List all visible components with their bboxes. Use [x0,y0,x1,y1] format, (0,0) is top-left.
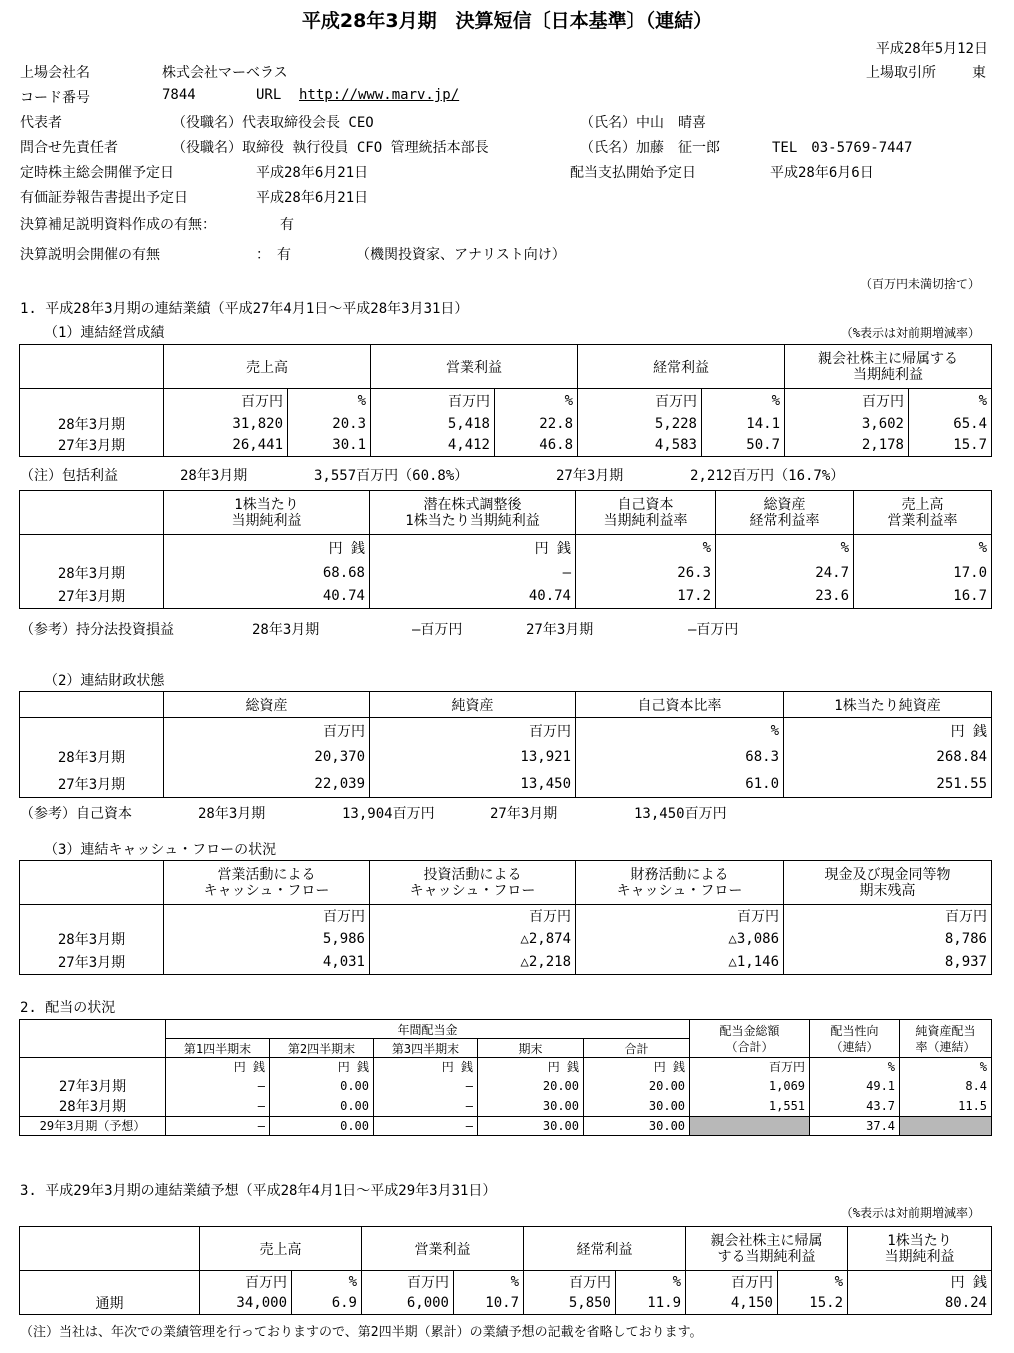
comp-note-value2: 2,212百万円（16.7%） [690,468,845,484]
row-label: 27年3月期 [20,435,164,457]
col-q2: 第2四半期末 [270,1039,374,1058]
unit-cell: % [454,1271,524,1293]
col-year-end: 期末 [478,1039,584,1058]
financial-position-table [19,691,992,798]
col-total-dividend-l2: （合計） [725,1039,774,1054]
cell: 30.00 [584,1096,690,1117]
contact-name: （氏名）加藤 征一郎 [580,140,720,156]
cell: 11.5 [900,1096,992,1117]
col-op-margin-l2: 営業利益率 [887,512,958,529]
brief-label: 決算説明会開催の有無 [20,247,160,263]
unit-cell: 百万円 [370,718,576,744]
row-label: 27年3月期 [20,951,164,975]
col-roe-l2: 当期純利益率 [603,512,688,529]
cell: △3,086 [576,927,784,951]
cell: 20.00 [478,1076,584,1096]
cell: 4,583 [578,435,702,457]
rep-role: （役職名）代表取締役会長 CEO [172,115,374,131]
cell: 16.7 [854,585,992,609]
url-label: URL [256,87,282,103]
operating-results-table [19,344,992,457]
col-doe [900,1020,992,1058]
cell: 8,937 [784,951,992,975]
equity-ref-period2: 27年3月期 [490,806,558,822]
unit-cell: 円 銭 [584,1058,690,1076]
supp-label: 決算補足説明資料作成の有無： [20,217,216,233]
unit-cell: 円 銭 [784,718,992,744]
cell: 43.7 [810,1096,900,1117]
cell: 6.9 [292,1293,362,1315]
col-roa-l1: 総資産 [763,496,806,513]
equity-ref-period1: 28年3月期 [198,806,266,822]
rounding-note: （百万円未満切捨て） [859,277,980,291]
cell: 20.00 [584,1076,690,1096]
cell: 37.4 [810,1116,900,1135]
col-diluted-eps [370,491,576,535]
comp-note-value1: 3,557百万円（60.8%） [314,468,469,484]
table-row [20,927,992,951]
unit-cell: 円 銭 [848,1271,992,1293]
cell: 6,000 [362,1293,454,1315]
corner-cell [20,345,164,389]
equity-ref-value2: 13,450百万円 [634,806,727,822]
unit-cell: % [292,1271,362,1293]
cell-blank [900,1116,992,1135]
dividend-date: 平成28年6月6日 [770,165,874,181]
cell: △1,146 [576,951,784,975]
col-roe [576,491,716,535]
unit-cell: % [810,1058,900,1076]
cell: 1,069 [690,1076,810,1096]
per-share-table [19,490,992,609]
cell: 50.7 [702,435,785,457]
col-net-income-l1: 親会社株主に帰属する [818,350,958,367]
label-cell [20,1058,166,1076]
cell: 15.2 [778,1293,848,1315]
table-row [20,744,992,771]
cell: 13,921 [370,744,576,771]
col-net-income [785,345,992,389]
cell: — [370,561,576,585]
col-cash-end [784,861,992,905]
row-label: 28年3月期 [20,413,164,435]
cell: 26,441 [164,435,288,457]
cell: — [166,1116,270,1135]
cell: 20,370 [164,744,370,771]
col-doe-l1: 純資産配当 [915,1023,976,1038]
col-total-assets: 総資産 [164,692,370,718]
corner-cell [20,491,164,535]
section4-title: 2. 配当の状況 [20,1000,116,1016]
row-label: 27年3月期 [20,585,164,609]
col-payout-ratio-l2: （連結） [830,1039,879,1054]
unit-cell: 円 銭 [370,535,576,561]
table-row [20,951,992,975]
row-label: 27年3月期 [20,1076,166,1096]
cell: 46.8 [495,435,578,457]
unit-cell: % [495,389,578,413]
col-ordinary-income: 経常利益 [524,1227,686,1271]
col-operating-cf-l2: キャッシュ・フロー [203,882,330,899]
section1-sub: （1）連結経営成績 [44,325,165,341]
unit-cell: 百万円 [785,389,909,413]
col-net-income-l2: する当期純利益 [717,1248,816,1265]
cell: 80.24 [848,1293,992,1315]
cell: 11.9 [616,1293,686,1315]
meeting-date: 平成28年6月21日 [256,165,369,181]
section1-note: （%表示は対前期増減率） [840,326,980,340]
col-eps-l1: 1株当たり [234,496,299,513]
cell: — [374,1096,478,1117]
cell: 10.7 [454,1293,524,1315]
col-payout-ratio [810,1020,900,1058]
col-op-margin-l1: 売上高 [901,496,944,513]
col-doe-l2: 率（連結） [915,1039,976,1054]
col-total: 合計 [584,1039,690,1058]
col-eps-l2: 当期純利益 [231,512,302,529]
col-operating-cf [164,861,370,905]
col-net-income-l1: 親会社株主に帰属 [710,1232,823,1249]
unit-cell: 百万円 [200,1271,292,1293]
url-link[interactable]: http://www.marv.jp/ [299,87,460,103]
unit-cell: 百万円 [164,389,288,413]
corner-cell [20,861,164,905]
equity-note-period2: 27年3月期 [526,622,594,638]
rep-label: 代表者 [20,115,62,131]
col-roe-l1: 自己資本 [617,496,674,513]
unit-cell: % [576,535,716,561]
unit-cell: 百万円 [690,1058,810,1076]
cell: 30.00 [478,1116,584,1135]
cell: 40.74 [164,585,370,609]
col-cash-end-l1: 現金及び現金同等物 [824,866,951,883]
col-financing-cf [576,861,784,905]
section5-note: （%表示は対前期増減率） [840,1206,980,1220]
cell: 49.1 [810,1076,900,1096]
forecast-footnote: （注）当社は、年次での業績管理を行っておりますので、第2四半期（累計）の業績予想の記載を省略しております。 [20,1325,703,1340]
cell: 22.8 [495,413,578,435]
cell: 15.7 [909,435,992,457]
equity-note-value2: —百万円 [688,622,739,638]
cell: 68.68 [164,561,370,585]
cell: 8,786 [784,927,992,951]
cell: 3,602 [785,413,909,435]
col-eps-l1: 1株当たり [887,1232,952,1249]
comp-note-period1: 28年3月期 [180,468,248,484]
table-row [20,1076,992,1096]
col-total-dividend [690,1020,810,1058]
cell: 8.4 [900,1076,992,1096]
col-financing-cf-l2: キャッシュ・フロー [616,882,743,899]
section2-sub: （2）連結財政状態 [44,673,165,689]
col-diluted-eps-l2: 1株当たり当期純利益 [405,512,540,529]
cell: △2,218 [370,951,576,975]
row-label: 28年3月期 [20,561,164,585]
contact-label: 問合せ先責任者 [20,140,118,156]
dividend-label: 配当支払開始予定日 [570,165,696,181]
table-row [20,413,992,435]
cell: 23.6 [716,585,854,609]
cash-flow-table [19,860,992,975]
cell: 0.00 [270,1096,374,1117]
company-name-label: 上場会社名 [20,65,90,81]
table-row [20,1293,992,1315]
col-cash-end-l2: 期末残高 [859,882,916,899]
cell: 17.2 [576,585,716,609]
rep-name: （氏名）中山 晴喜 [580,115,706,131]
col-roa-l2: 経常利益率 [749,512,820,529]
cell: 4,031 [164,951,370,975]
col-operating-income: 営業利益 [362,1227,524,1271]
code-label: コード番号 [20,90,90,106]
corner-cell [20,1227,200,1271]
col-eps [848,1227,992,1271]
report-filing-date: 平成28年6月21日 [256,190,369,206]
col-q1: 第1四半期末 [166,1039,270,1058]
row-label: 28年3月期 [20,744,164,771]
col-net-income [686,1227,848,1271]
col-eps [164,491,370,535]
unit-cell: % [778,1271,848,1293]
dividend-table [19,1019,992,1136]
brief-value: ： 有 [256,247,291,263]
col-operating-cf-l1: 営業活動による [217,866,316,883]
cell: 30.1 [288,435,371,457]
table-row [20,585,992,609]
cell: — [374,1116,478,1135]
unit-cell: 百万円 [164,718,370,744]
col-net-assets: 純資産 [370,692,576,718]
section1-title: 1. 平成28年3月期の連結業績（平成27年4月1日～平成28年3月31日） [20,301,469,317]
label-cell [20,905,164,927]
contact-role: （役職名）取締役 執行役員 CFO 管理統括本部長 [172,140,489,156]
unit-cell: % [909,389,992,413]
unit-cell: % [616,1271,686,1293]
table-row [20,1116,992,1135]
unit-cell: 百万円 [164,905,370,927]
unit-cell: % [702,389,785,413]
cell: 20.3 [288,413,371,435]
cell: 30.00 [478,1096,584,1117]
table-row [20,435,992,457]
cell: 14.1 [702,413,785,435]
cell: 4,412 [371,435,495,457]
contact-tel: TEL 03-5769-7447 [772,140,913,156]
unit-cell: 百万円 [686,1271,778,1293]
col-eps-l2: 当期純利益 [884,1248,955,1265]
row-label: 28年3月期 [20,927,164,951]
unit-cell: 百万円 [370,905,576,927]
col-payout-ratio-l1: 配当性向 [830,1023,879,1038]
col-q3: 第3四半期末 [374,1039,478,1058]
row-label: 29年3月期（予想） [20,1116,166,1135]
unit-cell: % [854,535,992,561]
exchange: 東 [972,65,986,81]
brief-note: （機関投資家、アナリスト向け） [356,247,566,263]
section3-sub: （3）連結キャッシュ・フローの状況 [44,842,277,858]
cell: 24.7 [716,561,854,585]
cell: 61.0 [576,771,784,798]
unit-cell: 百万円 [524,1271,616,1293]
unit-cell: 百万円 [578,389,702,413]
code: 7844 [162,87,196,103]
equity-note-period1: 28年3月期 [252,622,320,638]
col-bps: 1株当たり純資産 [784,692,992,718]
cell: 4,150 [686,1293,778,1315]
col-group-annual-dividend: 年間配当金 [166,1020,690,1039]
cell: 5,228 [578,413,702,435]
table-row [20,1096,992,1117]
meeting-label: 定時株主総会開催予定日 [20,165,174,181]
cell-blank [690,1116,810,1135]
cell: 22,039 [164,771,370,798]
cell: 30.00 [584,1116,690,1135]
section5-title: 3. 平成29年3月期の連結業績予想（平成28年4月1日～平成29年3月31日） [20,1183,497,1199]
cell: 13,450 [370,771,576,798]
cell: 5,850 [524,1293,616,1315]
cell: 17.0 [854,561,992,585]
corner-cell [20,692,164,718]
col-op-margin [854,491,992,535]
company-name: 株式会社マーベラス [162,65,288,81]
cell: — [166,1096,270,1117]
col-financing-cf-l1: 財務活動による [630,866,729,883]
table-row [20,561,992,585]
cell: 31,820 [164,413,288,435]
col-investing-cf-l1: 投資活動による [423,866,522,883]
unit-cell: % [716,535,854,561]
cell: 68.3 [576,744,784,771]
col-investing-cf [370,861,576,905]
unit-cell: 百万円 [371,389,495,413]
col-operating-income: 営業利益 [371,345,578,389]
cell: 1,551 [690,1096,810,1117]
col-roa [716,491,854,535]
col-investing-cf-l2: キャッシュ・フロー [409,882,536,899]
col-total-dividend-l1: 配当金総額 [719,1023,780,1038]
col-ordinary-income: 経常利益 [578,345,785,389]
cell: △2,874 [370,927,576,951]
cell: — [166,1076,270,1096]
row-label: 27年3月期 [20,771,164,798]
unit-cell: 百万円 [784,905,992,927]
table-row [20,771,992,798]
comp-note-label: （注）包括利益 [20,468,118,484]
unit-cell: % [576,718,784,744]
label-cell [20,535,164,561]
report-label: 有価証券報告書提出予定日 [20,190,188,206]
unit-cell: % [288,389,371,413]
col-net-income-l2: 当期純利益 [853,366,923,383]
cell: 0.00 [270,1076,374,1096]
report-date: 平成28年5月12日 [875,41,988,57]
unit-cell: % [900,1058,992,1076]
equity-note-value1: —百万円 [412,622,463,638]
supp-value: 有 [280,217,294,233]
exchange-label: 上場取引所 [866,65,936,81]
unit-cell: 円 銭 [270,1058,374,1076]
equity-ref-value1: 13,904百万円 [342,806,435,822]
cell: — [374,1076,478,1096]
unit-cell: 百万円 [362,1271,454,1293]
col-sales: 売上高 [164,345,371,389]
cell: 251.55 [784,771,992,798]
cell: 34,000 [200,1293,292,1315]
comp-note-period2: 27年3月期 [556,468,624,484]
unit-cell: 円 銭 [374,1058,478,1076]
col-sales: 売上高 [200,1227,362,1271]
cell: 40.74 [370,585,576,609]
col-diluted-eps-l1: 潜在株式調整後 [423,496,522,513]
page-title: 平成28年3月期 決算短信〔日本基準〕（連結） [301,10,713,32]
label-cell [20,718,164,744]
cell: 2,178 [785,435,909,457]
corner-cell [20,1020,166,1058]
unit-cell: 円 銭 [166,1058,270,1076]
cell: 5,986 [164,927,370,951]
col-equity-ratio: 自己資本比率 [576,692,784,718]
equity-ref-label: （参考）自己資本 [20,806,132,822]
cell: 268.84 [784,744,992,771]
row-label: 通期 [20,1293,200,1315]
cell: 65.4 [909,413,992,435]
label-cell [20,1271,200,1293]
unit-cell: 円 銭 [478,1058,584,1076]
unit-cell: 百万円 [576,905,784,927]
equity-note-label: （参考）持分法投資損益 [20,622,174,638]
unit-cell: 円 銭 [164,535,370,561]
cell: 0.00 [270,1116,374,1135]
cell: 26.3 [576,561,716,585]
forecast-table [19,1226,992,1315]
cell: 5,418 [371,413,495,435]
label-cell [20,389,164,413]
row-label: 28年3月期 [20,1096,166,1117]
